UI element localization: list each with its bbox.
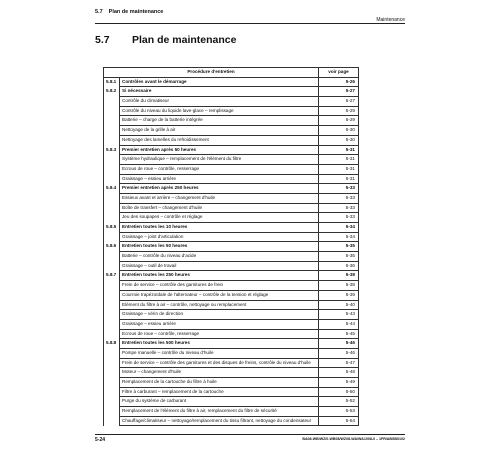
row-procedure: Graissage – outil de travail	[120, 261, 319, 271]
row-page: 5-33	[319, 203, 359, 213]
table-row	[104, 378, 359, 388]
row-page: 5-46	[319, 348, 359, 358]
row-page: 5-31	[319, 155, 359, 165]
table-row	[104, 97, 359, 107]
row-section-number	[104, 290, 120, 300]
row-page: 5-50	[319, 387, 359, 397]
row-procedure: Système hydraulique – remplacement de l'élément du filtre	[120, 155, 319, 165]
row-section-number	[104, 155, 120, 165]
row-procedure: Graissage – essieu arrière	[120, 319, 319, 329]
row-procedure: Pompe manuelle – contrôle du niveau d'huile	[120, 348, 319, 358]
row-procedure: Remplacement de la cartouche du filtre à huile	[120, 378, 319, 388]
row-page: 5-48	[319, 368, 359, 378]
table-row	[104, 213, 359, 223]
row-page: 5-31	[319, 174, 359, 184]
row-page: 5-53	[319, 407, 359, 417]
row-page: 5-30	[319, 135, 359, 145]
row-page: 5-45	[319, 329, 359, 339]
row-page: 5-31	[319, 145, 359, 155]
table-section-row	[104, 339, 359, 349]
row-page: 5-38	[319, 281, 359, 291]
table-row	[104, 135, 359, 145]
row-page: 5-49	[319, 378, 359, 388]
page-title-text: Plan de maintenance	[132, 34, 237, 46]
row-section-number: 5.8.1	[104, 77, 120, 87]
table-row	[104, 164, 359, 174]
row-section-number	[104, 252, 120, 262]
row-page: 5-35	[319, 252, 359, 262]
row-page: 5-33	[319, 184, 359, 194]
table-section-row	[104, 271, 359, 281]
row-page: 5-34	[319, 223, 359, 233]
row-page: 5-30	[319, 126, 359, 136]
row-section-number	[104, 407, 120, 417]
row-page: 5-26	[319, 77, 359, 87]
row-section-number	[104, 164, 120, 174]
row-procedure: Premier entretien après 50 heures	[120, 145, 319, 155]
row-section-number	[104, 174, 120, 184]
row-procedure: Entretien toutes les 10 heures	[120, 223, 319, 233]
table-section-row	[104, 145, 359, 155]
row-procedure: Elément du filtre à air – contrôle, nettoyage ou remplacement	[120, 300, 319, 310]
row-section-number	[104, 193, 120, 203]
row-section-number: 5.8.5	[104, 223, 120, 233]
row-section-number: 5.8.2	[104, 87, 120, 97]
header-divider	[95, 23, 405, 24]
table-row	[104, 252, 359, 262]
running-header	[95, 9, 163, 15]
row-procedure: Chauffage/climatiseur – nettoyage/remplacement du tissu filtrant, nettoyage du condensateur	[120, 416, 319, 426]
row-procedure: Boîte de transfert – changement d'huile	[120, 203, 319, 213]
row-section-number	[104, 281, 120, 291]
document-reference: BA08-WB/WZ/0-WB08/WZ08-WA/WA1008-0 – 1FR/ABSB0102	[302, 437, 405, 441]
row-procedure: Jeu des soupapes – contrôle et réglage	[120, 213, 319, 223]
row-section-number	[104, 106, 120, 116]
row-page: 5-54	[319, 416, 359, 426]
row-section-number: 5.8.3	[104, 145, 120, 155]
row-procedure: Entretien toutes les 500 heures	[120, 339, 319, 349]
row-section-number	[104, 203, 120, 213]
maintenance-table	[103, 67, 359, 426]
table-header-row	[104, 68, 359, 78]
row-page: 5-34	[319, 232, 359, 242]
table-row	[104, 407, 359, 417]
table-section-row	[104, 77, 359, 87]
row-procedure: Contrôles avant le démarrage	[120, 77, 319, 87]
row-page: 5-35	[319, 242, 359, 252]
row-section-number: 5.8.8	[104, 339, 120, 349]
column-header-page: voir page	[319, 68, 359, 78]
row-page: 5-38	[319, 271, 359, 281]
table-row	[104, 290, 359, 300]
row-page: 5-43	[319, 310, 359, 320]
row-section-number	[104, 416, 120, 426]
row-page: 5-44	[319, 319, 359, 329]
row-section-number	[104, 387, 120, 397]
row-procedure: Frein de service – contrôle des garnitures et des disques de freins, contrôle du niveau d'huile	[120, 358, 319, 368]
row-section-number	[104, 126, 120, 136]
table-row	[104, 368, 359, 378]
table-row	[104, 348, 359, 358]
row-procedure: Entretien toutes les 50 heures	[120, 242, 319, 252]
table-row	[104, 232, 359, 242]
row-page: 5-31	[319, 164, 359, 174]
table-row	[104, 126, 359, 136]
row-section-number	[104, 397, 120, 407]
row-procedure: Si nécessaire	[120, 87, 319, 97]
row-section-number	[104, 232, 120, 242]
table-section-row	[104, 184, 359, 194]
page-title	[95, 34, 236, 46]
row-procedure: Graissage – joint d'articulation	[120, 232, 319, 242]
row-procedure: Moteur – changement d'huile	[120, 368, 319, 378]
row-section-number: 5.8.6	[104, 242, 120, 252]
row-procedure: Entretien toutes les 250 heures	[120, 271, 319, 281]
row-section-number	[104, 300, 120, 310]
row-section-number	[104, 97, 120, 107]
row-procedure: Essieux avant et arrière – changement d'huile	[120, 193, 319, 203]
row-section-number	[104, 213, 120, 223]
running-header-title: Plan de maintenance	[108, 9, 164, 15]
row-section-number	[104, 261, 120, 271]
column-header-procedure: Procédure d'entretien	[104, 68, 319, 78]
table-row	[104, 416, 359, 426]
row-procedure: Premier entretien après 250 heures	[120, 184, 319, 194]
row-page: 5-29	[319, 116, 359, 126]
table-row	[104, 116, 359, 126]
row-procedure: Remplacement de l'élément du filtre à air, remplacement du filtre de sécurité	[120, 407, 319, 417]
row-procedure: Graissage – essieu arrière	[120, 174, 319, 184]
row-section-number	[104, 116, 120, 126]
table-row	[104, 310, 359, 320]
row-page: 5-27	[319, 87, 359, 97]
row-section-number: 5.8.4	[104, 184, 120, 194]
table-row	[104, 387, 359, 397]
row-section-number	[104, 368, 120, 378]
table-row	[104, 203, 359, 213]
row-procedure: Filtre à carburant – remplacement de la cartouche	[120, 387, 319, 397]
row-page: 5-39	[319, 290, 359, 300]
table-row	[104, 300, 359, 310]
table-row	[104, 193, 359, 203]
table-section-row	[104, 242, 359, 252]
row-section-number	[104, 378, 120, 388]
table-row	[104, 358, 359, 368]
footer-divider	[95, 434, 405, 435]
table-row	[104, 397, 359, 407]
row-section-number	[104, 319, 120, 329]
row-section-number	[104, 358, 120, 368]
chapter-label: Maintenance	[376, 17, 405, 23]
row-procedure: Contrôle du niveau du liquide lave-glace – remplissage	[120, 106, 319, 116]
row-page: 5-52	[319, 397, 359, 407]
row-section-number	[104, 329, 120, 339]
running-header-number: 5.7	[95, 9, 103, 15]
row-procedure: Graissage – vérin de direction	[120, 310, 319, 320]
row-page: 5-29	[319, 106, 359, 116]
row-procedure: Nettoyage des lamelles du refroidissement	[120, 135, 319, 145]
row-procedure: Contrôle du climatiseur	[120, 97, 319, 107]
row-section-number: 5.8.7	[104, 271, 120, 281]
table-section-row	[104, 223, 359, 233]
row-procedure: Purge du système de carburant	[120, 397, 319, 407]
row-page: 5-33	[319, 193, 359, 203]
row-procedure: Nettoyage de la grille à air	[120, 126, 319, 136]
row-procedure: Courroie trapézoïdale de l'alternateur – contrôle de la tension et réglage	[120, 290, 319, 300]
row-procedure: Frein de service – contrôle des garnitures de frein	[120, 281, 319, 291]
row-procedure: Batterie – contrôle du niveau d'acide	[120, 252, 319, 262]
row-page: 5-40	[319, 300, 359, 310]
table-body	[104, 77, 359, 426]
table-row	[104, 329, 359, 339]
table-row	[104, 319, 359, 329]
page-title-number: 5.7	[95, 34, 110, 46]
table-section-row	[104, 87, 359, 97]
row-page: 5-27	[319, 97, 359, 107]
row-procedure: Ecrous de roue – contrôle, resserrage	[120, 329, 319, 339]
row-procedure: Ecrous de roue – contrôle, resserrage	[120, 164, 319, 174]
table-row	[104, 261, 359, 271]
row-page: 5-46	[319, 339, 359, 349]
row-section-number	[104, 348, 120, 358]
row-page: 5-36	[319, 261, 359, 271]
table-row	[104, 174, 359, 184]
page-number: 5-24	[95, 437, 106, 443]
table-row	[104, 155, 359, 165]
row-page: 5-47	[319, 358, 359, 368]
row-section-number	[104, 310, 120, 320]
row-section-number	[104, 135, 120, 145]
table-row	[104, 281, 359, 291]
table-row	[104, 106, 359, 116]
row-procedure: Batterie – charge de la batterie intégrée	[120, 116, 319, 126]
row-page: 5-33	[319, 213, 359, 223]
